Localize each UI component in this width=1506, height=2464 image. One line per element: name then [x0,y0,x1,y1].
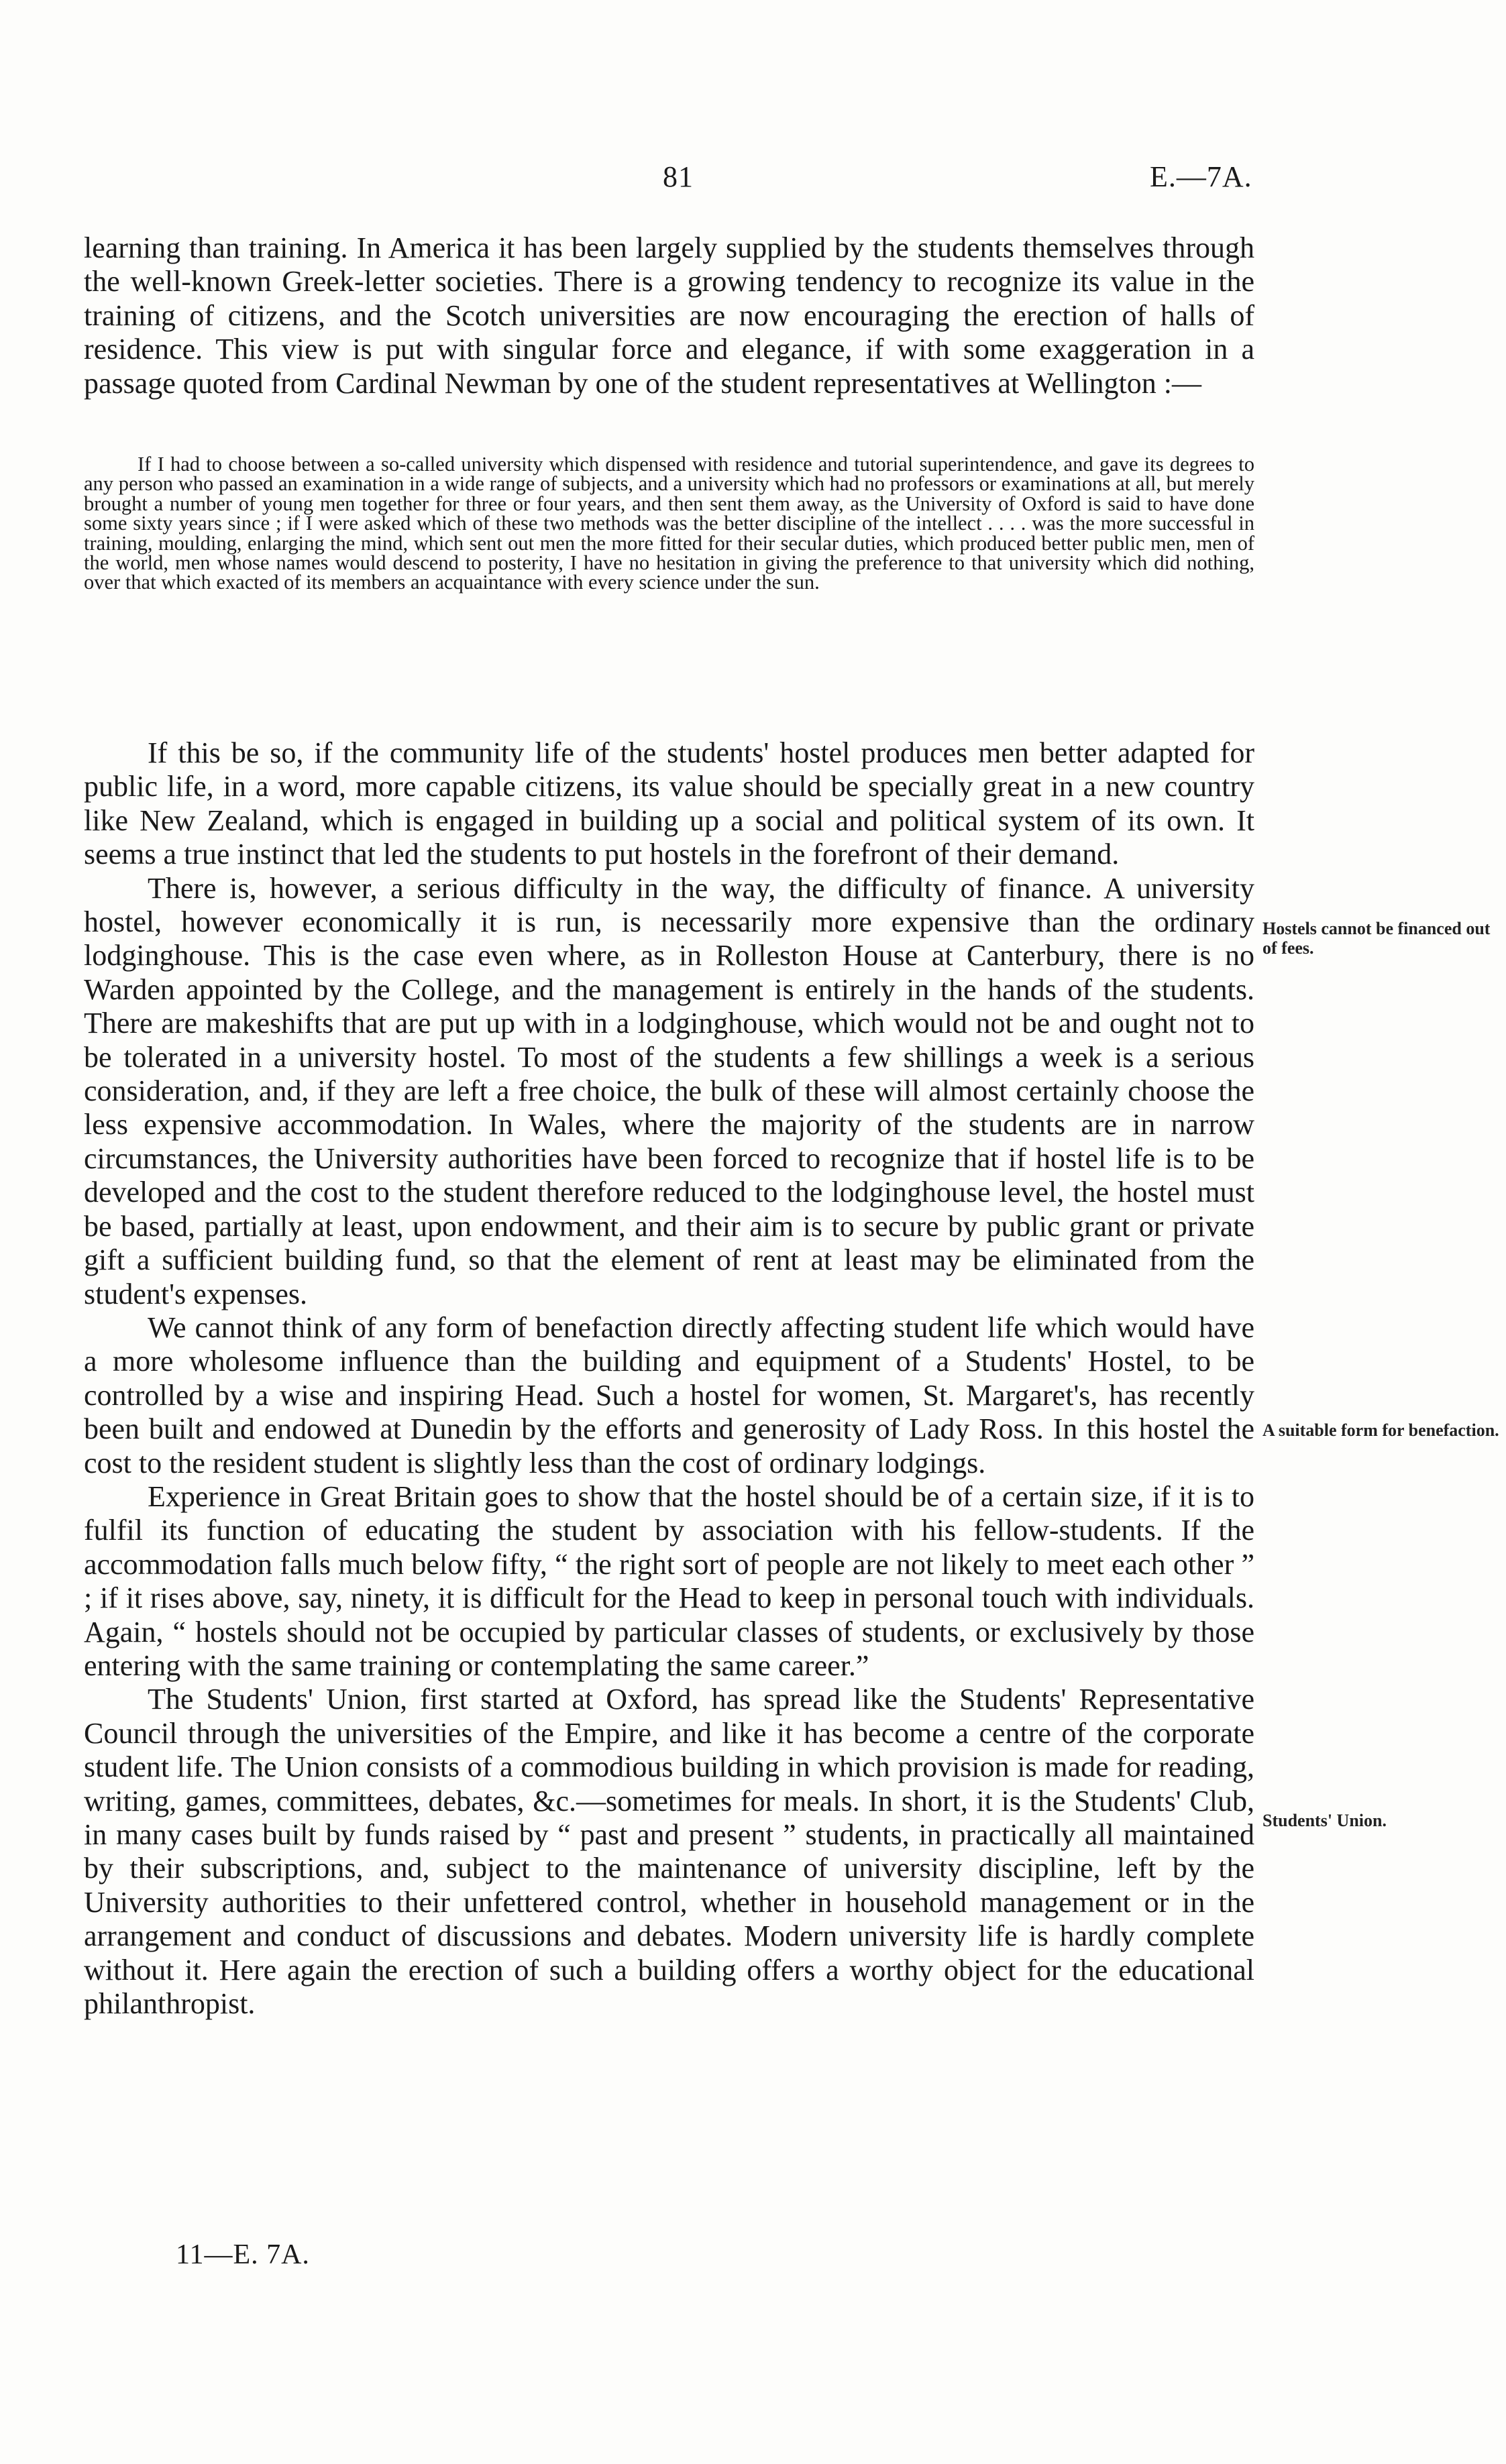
paragraph-intro [84,231,1254,400]
paragraph-experience: Experience in Great Britain goes to show that the hostel should be of a certain size, if it is to fulfil its function of educating the student by association with his fellow-students. If the accommodation falls much below fifty, “ the right sort of people are not likely to meet each other ” ; if it rises above, say, ninety, it is difficult for the Head to keep in personal touch with individuals. Again, “ hostels should not be occupied by particular classes of students, or exclusively by those entering with the same training or contemplating the same career.” [84,1479,1254,1682]
document-reference: E.—7A. [1150,160,1252,193]
page-number: 81 [663,160,694,193]
side-note-union: Students' Union. [1262,1811,1387,1830]
paragraph-union: The Students' Union, first started at Oxford, has spread like the Students' Representative Council through the universities of the Empire, and like it has become a centre of the corporate student life. The Union consists of a commodious building in which provision is made for reading, writing, games, committees, debates, &c.—sometimes for meals. In short, it is the Students' Club, in many cases built by funds raised by “ past and present ” students, in practically all maintained by their subscriptions, and, subject to the maintenance of university discipline, left by the University authorities to their unfettered control, whether in household management or in the arrangement and conduct of discussions and debates. Modern university life is hardly complete without it. Here again the erection of such a building offers a worthy object for the educational philanthropist. [84,1683,1254,2021]
paragraph-if-so: If this be so, if the community life of the students' hostel produces men better adapted for public life, in a word, more capable citizens, its value should be specially great in a new country like New Zealand, which is engaged in building up a social and political system of its own. It seems a true instinct that led the students to put hostels in the forefront of their demand. [84,736,1254,871]
footer-signature: 11—E. 7A. [176,2239,310,2270]
quotation-text: If I had to choose between a so-called university which dispensed with residence and tutorial superintendence, and gave its degrees to any person who passed an examination in a wide range of subjects, and a university which had no professors or examinations at all, but merely brought a number of young men together for three or four years, and then sent them away, as the University of Oxford is said to have done some sixty years since ; if I were asked which of these two methods was the better discipline of the intellect . . . . was the more successful in training, moulding, enlarging the mind, which sent out men the more fitted for their secular duties, which produced better public men, men of the world, men whose names would descend to posterity, I have no hesitation in giving the preference to that university which did nothing, over that which exacted of its members an acquaintance with every science under the sun. [84,453,1254,594]
newman-quotation [84,455,1254,593]
paragraph-benefaction: We cannot think of any form of benefaction directly affecting student life which would have a more wholesome influence than the building and equipment of a Students' Hostel, to be controlled by a wise and inspiring Head. Such a hostel for women, St. Margaret's, has recently been built and endowed at Dunedin by the efforts and generosity of Lady Ross. In this hostel the cost to the resident student is slightly less than the cost of ordinary lodgings. [84,1310,1254,1479]
paragraph-intro-text: learning than training. In America it has been largely supplied by the students themselves through the well-known Greek-letter societies. There is a growing tendency to recognize its value in the training of citizens, and the Scotch universities are now encouraging the erection of halls of residence. This view is put with singular force and elegance, if with some exaggeration in a passage quoted from Cardinal Newman by one of the student representatives at Wellington :— [84,231,1254,400]
paragraph-finance: There is, however, a serious difficulty in the way, the difficulty of finance. A university hostel, however economically it is run, is necessarily more expensive than the ordinary lodginghouse. This is the case even where, as in Rolleston House at Canterbury, there is no Warden appointed by the College, and the management is entirely in the hands of the students. There are makeshifts that are put up with in a lodginghouse, which would not be and ought not to be tolerated in a university hostel. To most of the students a few shillings a week is a serious consideration, and, if they are left a free choice, the bulk of these will almost certainly choose the less expensive accommodation. In Wales, where the majority of the students are in narrow circumstances, the University authorities have been forced to recognize that if hostel life is to be developed and the cost to the student therefore reduced to the lodginghouse level, the hostel must be based, partially at least, upon endowment, and their aim is to secure by public grant or private gift a sufficient building fund, so that the element of rent at least may be eliminated from the student's expenses. [84,871,1254,1310]
main-text [84,736,1254,2021]
side-note-benefaction: A suitable form for benefaction. [1262,1420,1499,1440]
side-note-hostels: Hostels cannot be financed out of fees. [1262,919,1491,958]
